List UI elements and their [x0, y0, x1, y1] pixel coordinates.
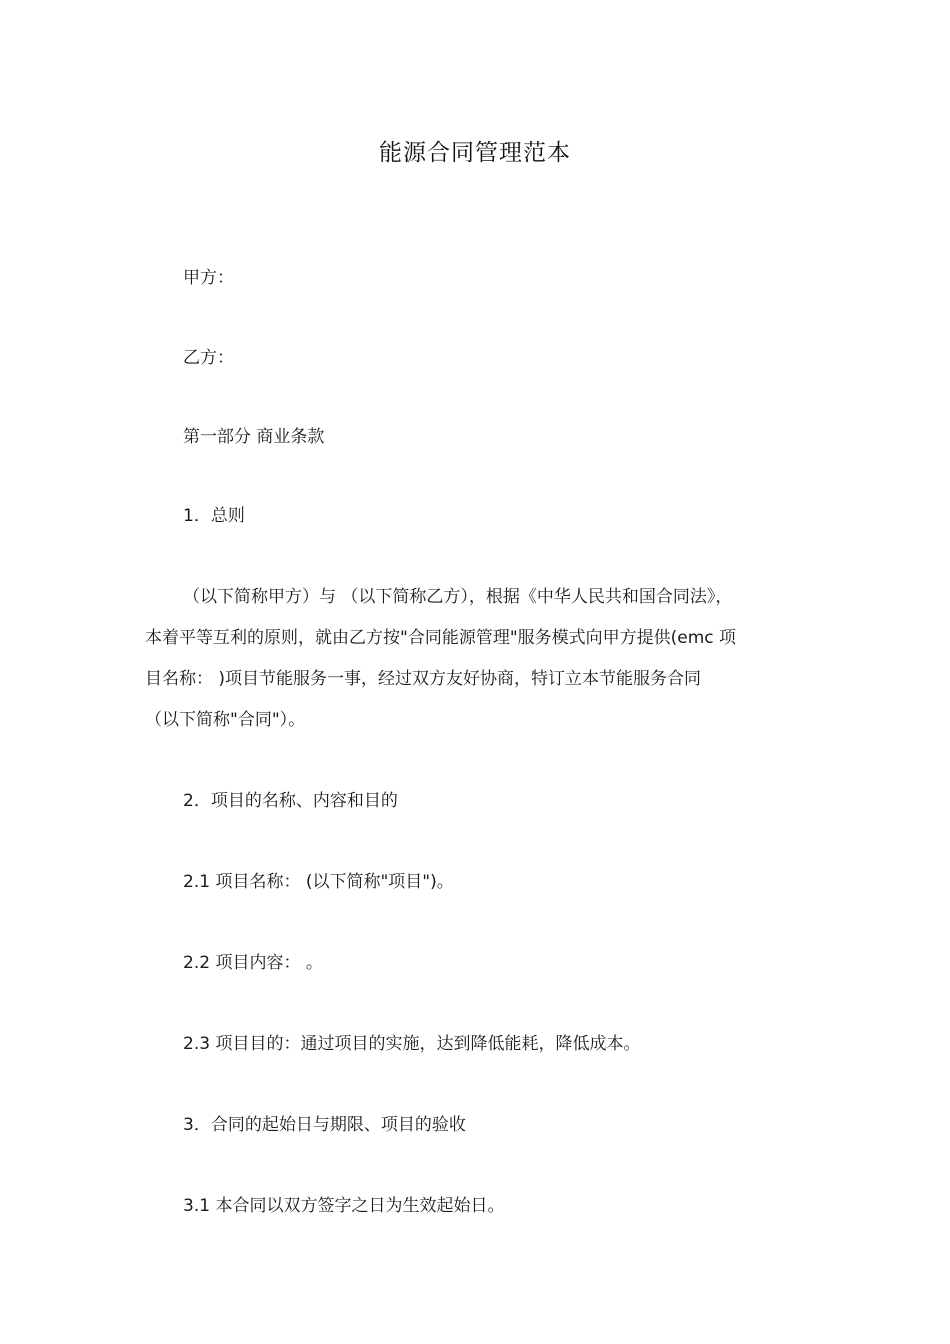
section-2-1: 2.1 项目名称： (以下简称"项目")。 — [183, 872, 454, 892]
section-2-heading: 2．项目的名称、内容和目的 — [183, 791, 398, 811]
party-b-label: 乙方： — [183, 348, 234, 368]
section-1-para-line-2: 本着平等互利的原则，就由乙方按"合同能源管理"服务模式向甲方提供(emc 项 — [145, 628, 737, 648]
section-3-1: 3.1 本合同以双方签字之日为生效起始日。 — [183, 1196, 505, 1216]
section-1-heading: 1．总则 — [183, 506, 245, 526]
section-2-3: 2.3 项目目的：通过项目的实施，达到降低能耗，降低成本。 — [183, 1034, 641, 1054]
section-1-para-line-3: 目名称： )项目节能服务一事，经过双方友好协商，特订立本节能服务合同 — [145, 669, 702, 689]
section-2-2: 2.2 项目内容： 。 — [183, 953, 323, 973]
section-3-heading: 3．合同的起始日与期限、项目的验收 — [183, 1115, 466, 1135]
section-1-para-line-4: （以下简称"合同"）。 — [145, 710, 306, 730]
part-one-heading: 第一部分 商业条款 — [183, 427, 325, 447]
document-title: 能源合同管理范本 — [379, 140, 571, 166]
party-a-label: 甲方： — [183, 268, 234, 288]
section-1-para-line-1: （以下简称甲方）与 （以下简称乙方），根据《中华人民共和国合同法》， — [183, 587, 733, 607]
